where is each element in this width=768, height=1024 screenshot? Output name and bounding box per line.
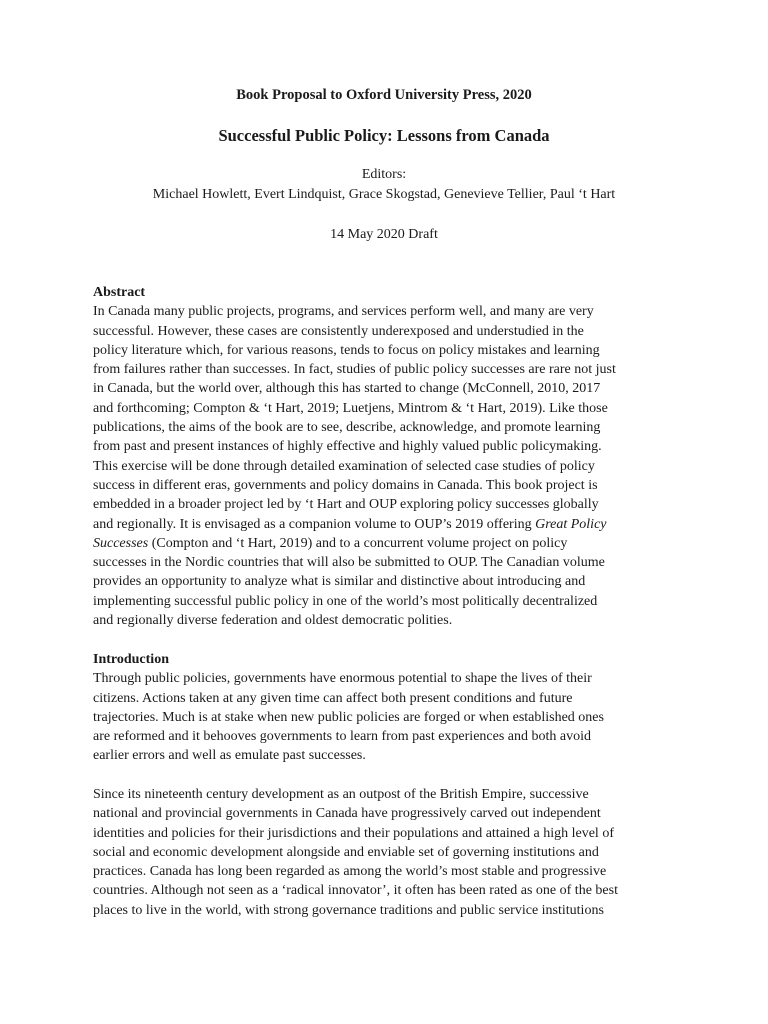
history-line: places to live in the world, with strong governance traditions and public service institutions [93, 902, 604, 918]
abstract-line: policy literature which, for various reasons, tends to focus on policy mistakes and learning [93, 342, 600, 358]
italic-book-title-part: Great Policy [535, 516, 607, 532]
abstract-line: successful. However, these cases are consistently underexposed and understudied in the [93, 323, 584, 339]
introduction-line: are reformed and it behooves governments to learn from past experiences and both avoid [93, 729, 591, 745]
proposal-line: Book Proposal to Oxford University Press, 2020 [236, 87, 532, 103]
abstract-line: success in different eras, governments and policy domains in Canada. This book project is [93, 477, 598, 493]
introduction-line: trajectories. Much is at stake when new public policies are forged or when established ones [93, 709, 604, 725]
introduction-heading: Introduction [93, 652, 169, 667]
abstract-line-with-italic [93, 515, 693, 534]
abstract-line: in Canada, but the world over, although this has started to change (McConnell, 2010, 2017 [93, 381, 601, 397]
history-paragraph [93, 785, 693, 920]
abstract-line: and forthcoming; Compton & ‘t Hart, 2019; Luetjens, Mintrom & ‘t Hart, 2019). Like those [93, 400, 608, 416]
editors-label: Editors: [361, 167, 407, 182]
abstract-line: publications, the aims of the book are to see, describe, acknowledge, and promote learning [93, 420, 601, 436]
abstract-line: from failures rather than successes. In fact, studies of public policy successes are rare not just [93, 362, 616, 378]
abstract-line: successes in the Nordic countries that will also be submitted to OUP. The Canadian volume [93, 555, 605, 571]
introduction-line: Through public policies, governments have enormous potential to shape the lives of their [93, 671, 592, 687]
abstract-line: and regionally diverse federation and oldest democratic polities. [93, 613, 453, 629]
history-line: national and provincial governments in Canada have progressively carved out independent [93, 806, 601, 822]
abstract-section [93, 283, 693, 630]
abstract-line: This exercise will be done through detailed examination of selected case studies of policy [93, 458, 595, 474]
abstract-line-text: (Compton and ‘t Hart, 2019) and to a concurrent volume project on policy [148, 535, 568, 551]
history-line: practices. Canada has long been regarded as among the world’s most stable and progressive [93, 864, 607, 880]
abstract-line: provides an opportunity to analyze what is similar and distinctive about introducing and [93, 574, 586, 590]
abstract-line-text: and regionally. It is envisaged as a companion volume to OUP’s 2019 offering [93, 516, 536, 532]
history-line: social and economic development alongside and enviable set of governing institutions and [93, 844, 599, 860]
introduction-line: earlier errors and well as emulate past successes. [93, 748, 366, 764]
history-line: identities and policies for their jurisdictions and their populations and attained a high level of [93, 825, 614, 841]
book-title: Successful Public Policy: Lessons from Canada [218, 126, 550, 145]
abstract-line: implementing successful public policy in one of the world’s most politically decentralized [93, 593, 598, 609]
draft-date: 14 May 2020 Draft [330, 227, 438, 242]
abstract-line: embedded in a broader project led by ‘t Hart and OUP exploring policy successes globally [93, 497, 599, 513]
editors-names: Michael Howlett, Evert Lindquist, Grace Skogstad, Genevieve Tellier, Paul ‘t Hart [152, 187, 616, 202]
history-line: countries. Although not seen as a ‘radical innovator’, it often has been rated as one of the best [93, 883, 618, 899]
italic-book-title-part: Successes [93, 535, 149, 551]
abstract-line: In Canada many public projects, programs, and services perform well, and many are very [93, 304, 594, 320]
introduction-section [93, 650, 693, 766]
abstract-line: from past and present instances of highly effective and highly valued public policymaking. [93, 439, 602, 455]
abstract-line-with-italic [93, 534, 693, 553]
introduction-line: citizens. Actions taken at any given time can affect both present conditions and future [93, 690, 573, 706]
history-line: Since its nineteenth century development as an outpost of the British Empire, successive [93, 787, 589, 802]
abstract-heading: Abstract [93, 285, 146, 300]
